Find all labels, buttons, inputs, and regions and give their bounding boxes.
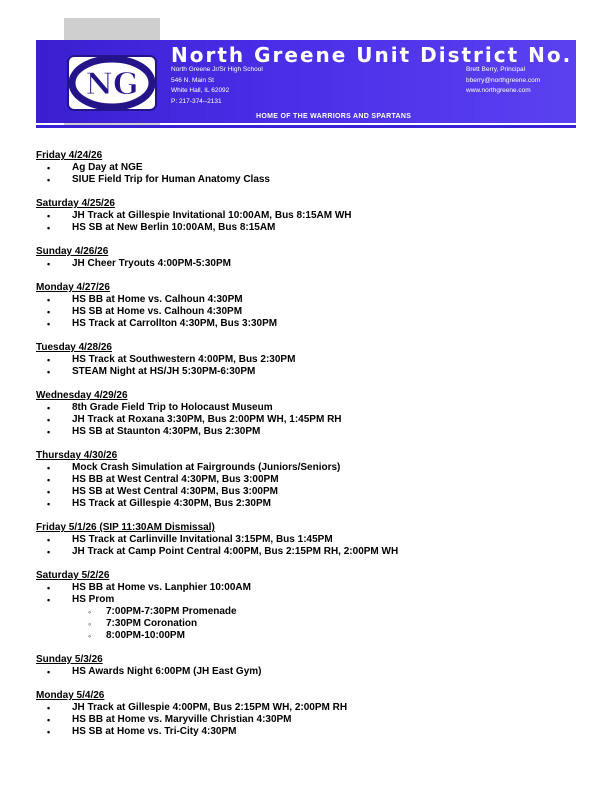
schedule-day <box>36 450 576 510</box>
day-heading: Friday 5/1/26 (SIP 11:30AM Dismissal) <box>36 522 215 533</box>
letterhead <box>36 18 598 128</box>
district-logo <box>66 54 158 112</box>
schedule-day <box>36 150 576 186</box>
principal-email[interactable]: bberry@northgreene.com <box>466 76 541 84</box>
sub-event-item: ◦ 7:00PM-7:30PM Promenade <box>36 606 576 618</box>
event-list <box>36 162 576 186</box>
event-item: • HS Track at Carlinville Invitational 3:15PM, Bus 1:45PM <box>36 534 576 546</box>
tagline: HOME OF THE WARRIORS AND SPARTANS <box>256 113 412 120</box>
event-item: • STEAM Night at HS/JH 5:30PM-6:30PM <box>36 366 576 378</box>
street-address: 546 N. Main St <box>171 76 214 84</box>
weekly-schedule <box>36 150 576 750</box>
schedule-day <box>36 390 576 438</box>
event-item: • JH Track at Camp Point Central 4:00PM, Bus 2:15PM RH, 2:00PM WH <box>36 546 576 558</box>
sub-event-item: ◦ 8:00PM-10:00PM <box>36 630 576 642</box>
event-list <box>36 354 576 378</box>
event-list <box>36 702 576 738</box>
schedule-day <box>36 342 576 378</box>
event-item: • HS Awards Night 6:00PM (JH East Gym) <box>36 666 576 678</box>
event-item: • JH Track at Gillespie 4:00PM, Bus 2:15PM WH, 2:00PM RH <box>36 702 576 714</box>
event-item: • HS Track at Carrollton 4:30PM, Bus 3:30PM <box>36 318 576 330</box>
event-item: • HS BB at Home vs. Calhoun 4:30PM <box>36 294 576 306</box>
logo-lettering: NG <box>85 67 139 102</box>
event-list <box>36 258 576 270</box>
event-item: • HS BB at West Central 4:30PM, Bus 3:00PM <box>36 474 576 486</box>
event-item: • HS Track at Gillespie 4:30PM, Bus 2:30PM <box>36 498 576 510</box>
schedule-day <box>36 198 576 234</box>
header-divider <box>36 125 576 128</box>
event-item: • Ag Day at NGE <box>36 162 576 174</box>
event-item: • JH Track at Roxana 3:30PM, Bus 2:00PM WH, 1:45PM RH <box>36 414 576 426</box>
event-item: • HS BB at Home vs. Maryville Christian 4:30PM <box>36 714 576 726</box>
day-heading: Saturday 4/25/26 <box>36 198 115 209</box>
city-state-zip: White Hall, IL 62092 <box>171 87 230 94</box>
principal-name: Brett Berry, Principal <box>466 66 526 73</box>
day-heading: Sunday 5/3/26 <box>36 654 103 665</box>
event-item: • HS Track at Southwestern 4:00PM, Bus 2:30PM <box>36 354 576 366</box>
event-item: • JH Track at Gillespie Invitational 10:00AM, Bus 8:15AM WH <box>36 210 576 222</box>
event-item: • SIUE Field Trip for Human Anatomy Class <box>36 174 576 186</box>
district-website[interactable]: www.northgreene.com <box>466 87 531 94</box>
schedule-day <box>36 282 576 330</box>
event-item: • Mock Crash Simulation at Fairgrounds (Juniors/Seniors) <box>36 462 576 474</box>
day-heading: Monday 5/4/26 <box>36 690 105 701</box>
event-list <box>36 462 576 510</box>
day-heading: Sunday 4/26/26 <box>36 246 109 257</box>
event-list <box>36 210 576 234</box>
day-heading: Monday 4/27/26 <box>36 282 110 293</box>
day-heading: Friday 4/24/26 <box>36 150 103 161</box>
schedule-day <box>36 654 576 678</box>
event-item: • HS Prom <box>36 594 576 606</box>
schedule-day <box>36 570 576 642</box>
event-list <box>36 534 576 558</box>
day-heading: Saturday 5/2/26 <box>36 570 110 581</box>
event-list <box>36 294 576 330</box>
principal-contact-block <box>466 65 540 97</box>
event-list <box>36 402 576 438</box>
schedule-day <box>36 690 576 738</box>
sub-event-item: ◦ 7:30PM Coronation <box>36 618 576 630</box>
event-item: • HS SB at Staunton 4:30PM, Bus 2:30PM <box>36 426 576 438</box>
school-name: North Greene Jr/Sr High School <box>171 66 263 73</box>
event-item: • HS SB at West Central 4:30PM, Bus 3:00PM <box>36 486 576 498</box>
schedule-day <box>36 246 576 270</box>
school-address-block <box>171 65 263 107</box>
event-item: • HS SB at New Berlin 10:00AM, Bus 8:15AM <box>36 222 576 234</box>
event-item: • JH Cheer Tryouts 4:00PM-5:30PM <box>36 258 576 270</box>
day-heading: Wednesday 4/29/26 <box>36 390 128 401</box>
day-heading: Tuesday 4/28/26 <box>36 342 112 353</box>
event-list <box>36 582 576 642</box>
event-item: • HS SB at Home vs. Calhoun 4:30PM <box>36 306 576 318</box>
event-list <box>36 666 576 678</box>
schedule-day <box>36 522 576 558</box>
event-item: • 8th Grade Field Trip to Holocaust Museum <box>36 402 576 414</box>
event-item: • HS SB at Home vs. Tri-City 4:30PM <box>36 726 576 738</box>
district-name: North Greene Unit District No. 3 <box>171 43 598 67</box>
event-item: • HS BB at Home vs. Lanphier 10:00AM <box>36 582 576 594</box>
phone-number: P: 217-374--2131 <box>171 97 222 105</box>
day-heading: Thursday 4/30/26 <box>36 450 118 461</box>
